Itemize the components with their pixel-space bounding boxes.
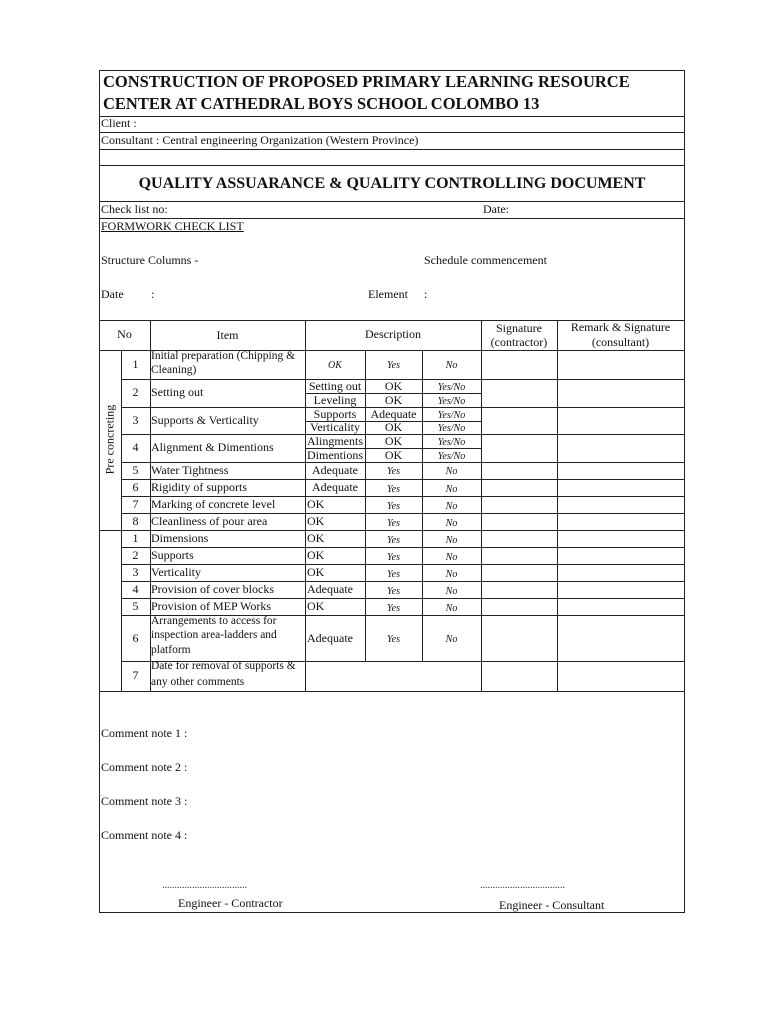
- desc-no: No: [445, 586, 458, 597]
- desc-yes: Yes: [387, 518, 400, 529]
- row-no: 5: [132, 463, 139, 477]
- desc-no: No: [445, 569, 458, 580]
- inspection-date-label: Date: [101, 287, 124, 301]
- row-item: Verticality: [151, 565, 201, 579]
- element-label: Element: [368, 287, 408, 301]
- desc-sub-c: Yes/No: [437, 437, 466, 448]
- element-colon: :: [424, 287, 428, 301]
- row-item: Setting out: [151, 385, 204, 399]
- desc-no: No: [445, 518, 458, 529]
- desc-yes: Yes: [387, 552, 400, 563]
- col-header-signature: Signature: [496, 321, 542, 335]
- desc-yes: Yes: [387, 634, 400, 645]
- desc-value: OK: [307, 514, 325, 528]
- desc-no: No: [445, 634, 458, 645]
- desc-yes: Yes: [387, 484, 400, 495]
- row-item: inspection area-ladders and: [151, 629, 277, 641]
- row-no: 3: [132, 413, 139, 427]
- comment-note-1: Comment note 1 :: [101, 726, 188, 740]
- date-label: Date:: [483, 202, 509, 216]
- col-header-remark-sub: (consultant): [591, 335, 650, 349]
- document-title: QUALITY ASSUARANCE & QUALITY CONTROLLING DOCUMENT: [138, 175, 646, 192]
- desc-sub-b: OK: [384, 420, 403, 434]
- date-colon: :: [151, 287, 155, 301]
- desc-value: OK: [328, 360, 342, 371]
- checklist-name: FORMWORK CHECK LIST: [101, 219, 244, 233]
- desc-yes: Yes: [387, 569, 400, 580]
- consultant-signature-line: ..................................: [480, 880, 565, 891]
- row-item: Initial preparation (Chipping &: [151, 350, 296, 362]
- row-no: 3: [132, 565, 139, 579]
- desc-no: No: [445, 466, 458, 477]
- desc-no: No: [445, 603, 458, 614]
- row-no: 6: [132, 631, 139, 645]
- row-no: 2: [132, 548, 139, 562]
- desc-sub-c: Yes/No: [437, 410, 466, 421]
- engineer-contractor-label: Engineer - Contractor: [178, 896, 283, 910]
- col-header-signature-sub: (contractor): [490, 335, 548, 349]
- desc-sub-c: Yes/No: [437, 451, 466, 462]
- row-no: 1: [132, 357, 139, 371]
- row-no: 5: [132, 599, 139, 613]
- desc-yes: Yes: [387, 586, 400, 597]
- row-item: Cleanliness of pour area: [151, 514, 268, 528]
- row-no: 4: [132, 582, 139, 596]
- structure-label: Structure Columns -: [101, 253, 199, 267]
- row-no: 8: [132, 514, 139, 528]
- comment-note-3: Comment note 3 :: [101, 794, 188, 808]
- col-header-item: Item: [216, 328, 239, 342]
- consultant-label: Consultant : Central engineering Organization (Western Province): [101, 133, 419, 147]
- desc-value: OK: [307, 565, 325, 579]
- desc-yes: Yes: [387, 466, 400, 477]
- row-no: 2: [132, 385, 139, 399]
- schedule-label: Schedule commencement: [424, 253, 547, 267]
- desc-yes: Yes: [387, 535, 400, 546]
- desc-value: Adequate: [312, 480, 358, 494]
- contractor-signature-line: ..................................: [162, 880, 247, 891]
- col-header-remark: Remark & Signature: [570, 320, 671, 334]
- desc-yes: Yes: [387, 501, 400, 512]
- desc-yes: Yes: [387, 360, 400, 371]
- desc-sub-a: Supports: [313, 407, 357, 421]
- desc-sub-a: Alingments: [307, 434, 363, 448]
- desc-value: OK: [307, 599, 325, 613]
- row-item: platform: [151, 644, 191, 656]
- col-header-description: Description: [365, 327, 421, 341]
- row-item: Provision of MEP Works: [151, 599, 272, 613]
- row-item: Alignment & Dimentions: [151, 440, 274, 454]
- desc-sub-c: Yes/No: [437, 423, 466, 434]
- desc-sub-b: Adequate: [370, 407, 417, 421]
- desc-sub-a: Dimentions: [307, 448, 363, 462]
- checklist-no-label: Check list no:: [101, 202, 168, 216]
- row-item: Date for removal of supports &: [151, 660, 296, 672]
- desc-value: Adequate: [307, 631, 353, 645]
- row-item: any other comments: [151, 676, 245, 688]
- desc-no: No: [445, 552, 458, 563]
- row-item: Provision of cover blocks: [151, 582, 274, 596]
- desc-value: Adequate: [307, 582, 353, 596]
- engineer-consultant-label: Engineer - Consultant: [499, 898, 605, 912]
- project-title-line1: CONSTRUCTION OF PROPOSED PRIMARY LEARNING RESOURCE: [103, 72, 630, 91]
- row-no: 6: [132, 480, 139, 494]
- desc-sub-b: OK: [384, 448, 403, 462]
- comment-note-2: Comment note 2 :: [101, 760, 188, 774]
- desc-no: No: [445, 484, 458, 495]
- desc-sub-a: Verticality: [310, 420, 360, 434]
- row-item: Rigidity of supports: [151, 480, 248, 494]
- comment-note-4: Comment note 4 :: [101, 828, 188, 842]
- desc-sub-c: Yes/No: [437, 396, 466, 407]
- col-header-no: No: [117, 327, 132, 341]
- row-item: Supports & Verticality: [151, 413, 259, 427]
- group-label-pre-concreting: Pre concreting: [102, 404, 117, 475]
- row-item: Water Tightness: [151, 463, 229, 477]
- desc-sub-a: Leveling: [313, 393, 357, 407]
- desc-yes: Yes: [387, 603, 400, 614]
- desc-no: No: [445, 501, 458, 512]
- row-item: Cleaning): [151, 364, 197, 376]
- desc-sub-b: OK: [384, 434, 403, 448]
- desc-sub-c: Yes/No: [437, 382, 466, 393]
- desc-sub-b: OK: [384, 393, 403, 407]
- row-no: 7: [132, 497, 139, 511]
- row-item: Supports: [151, 548, 194, 562]
- desc-value: OK: [307, 548, 325, 562]
- project-title-line2: CENTER AT CATHEDRAL BOYS SCHOOL COLOMBO 13: [103, 94, 540, 113]
- client-label: Client :: [101, 116, 137, 130]
- desc-value: Adequate: [312, 463, 358, 477]
- desc-no: No: [445, 535, 458, 546]
- desc-no: No: [445, 360, 458, 371]
- row-item: Dimensions: [151, 531, 209, 545]
- desc-value: OK: [307, 497, 325, 511]
- desc-sub-b: OK: [384, 379, 403, 393]
- desc-sub-a: Setting out: [308, 379, 362, 393]
- row-no: 7: [132, 668, 139, 682]
- desc-value: OK: [307, 531, 325, 545]
- row-no: 1: [132, 531, 139, 545]
- row-item: Marking of concrete level: [151, 497, 276, 511]
- row-no: 4: [132, 440, 139, 454]
- row-item: Arrangements to access for: [151, 615, 277, 627]
